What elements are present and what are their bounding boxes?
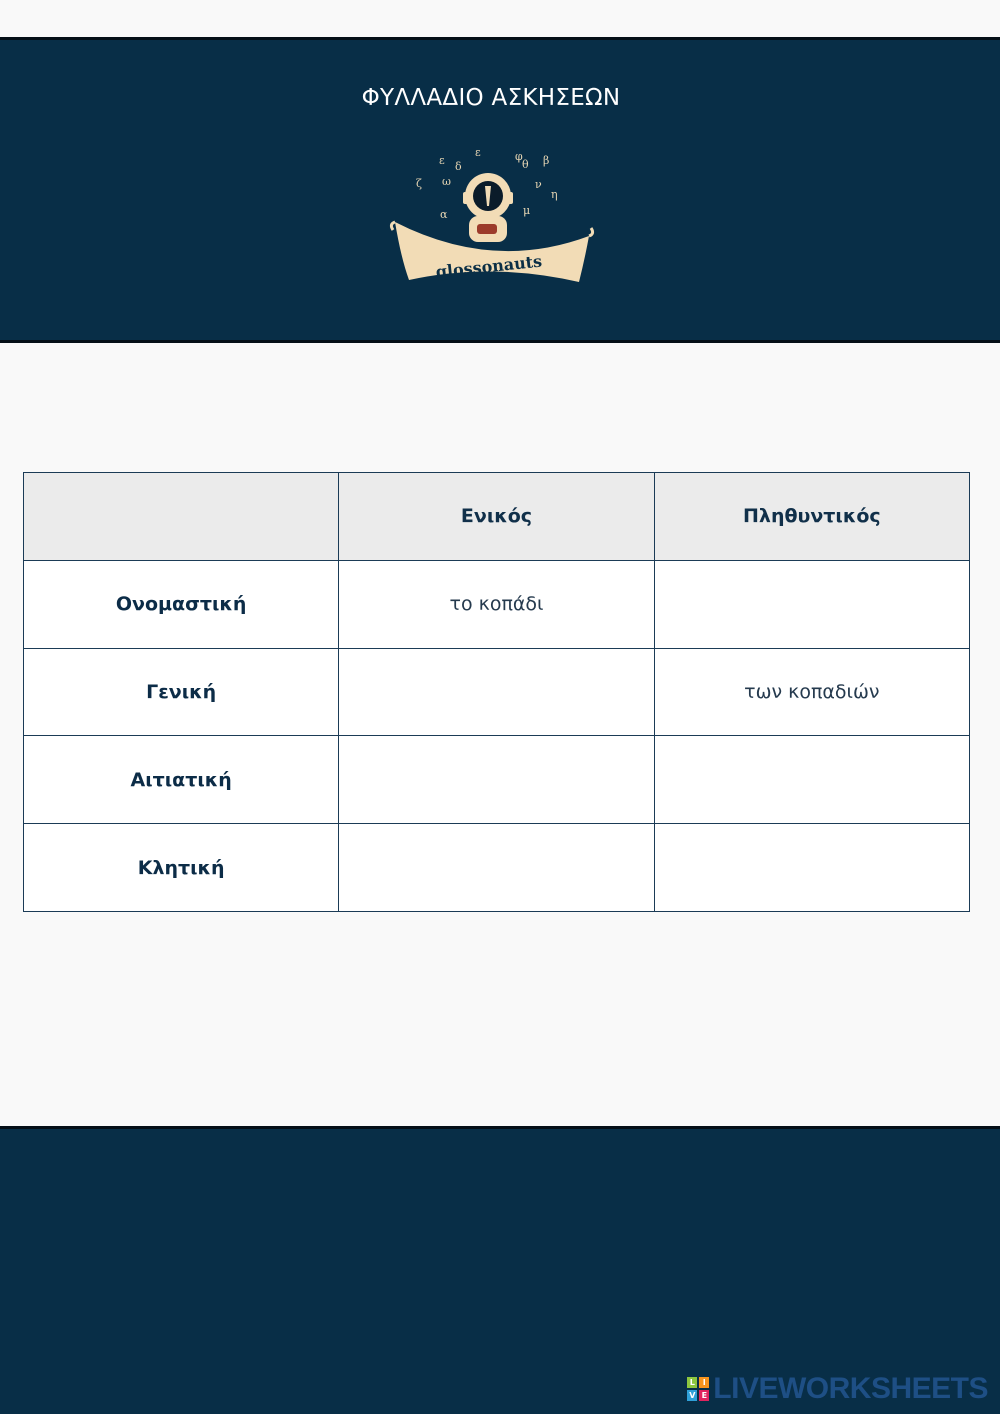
table-row (24, 560, 970, 648)
svg-text:β: β (543, 154, 550, 167)
svg-text:δ: δ (455, 160, 462, 173)
plural-answer-cell[interactable] (654, 560, 969, 648)
liveworksheets-icon (687, 1377, 709, 1401)
svg-text:θ: θ (522, 158, 529, 171)
liveworksheets-text: LIVEWORKSHEETS (713, 1372, 988, 1405)
table-row (24, 824, 970, 912)
singular-answer-cell[interactable] (339, 824, 654, 912)
svg-text:ν: ν (535, 178, 542, 191)
svg-text:α: α (440, 208, 448, 221)
svg-text:ζ: ζ (416, 177, 422, 190)
header-band (0, 37, 1000, 343)
table-header-row (24, 473, 970, 561)
worksheet-title: ΦΥΛΛΑΔΙΟ ΑΣΚΗΣΕΩΝ (361, 85, 621, 111)
singular-answer-cell[interactable] (339, 736, 654, 824)
svg-text:glossonauts: glossonauts (434, 251, 543, 282)
plural-cell: των κοπαδιών (654, 648, 969, 736)
table-row (24, 736, 970, 824)
liveworksheets-brand[interactable] (687, 1372, 988, 1406)
case-label: Γενική (24, 648, 339, 736)
glossonauts-logo (385, 140, 597, 290)
svg-text:ε: ε (475, 146, 481, 159)
header-cell-singular: Ενικός (339, 473, 654, 561)
icon-tile-i: I (699, 1377, 709, 1388)
case-label: Κλητική (24, 824, 339, 912)
plural-answer-cell[interactable] (654, 736, 969, 824)
icon-tile-l: L (687, 1377, 697, 1388)
case-label: Ονομαστική (24, 560, 339, 648)
singular-cell: το κοπάδι (339, 560, 654, 648)
case-label: Αιτιατική (24, 736, 339, 824)
header-cell-plural: Πληθυντικός (654, 473, 969, 561)
svg-text:μ: μ (523, 204, 531, 217)
table-row (24, 648, 970, 736)
singular-answer-cell[interactable] (339, 648, 654, 736)
footer-band (0, 1126, 1000, 1414)
svg-text:η: η (551, 188, 558, 201)
icon-tile-e: E (699, 1390, 709, 1401)
svg-text:φ: φ (515, 150, 523, 163)
svg-text:ω: ω (442, 175, 451, 188)
icon-tile-v: V (689, 1391, 696, 1400)
header-cell-empty (24, 473, 339, 561)
plural-answer-cell[interactable] (654, 824, 969, 912)
svg-text:ε: ε (439, 154, 445, 167)
declension-table (23, 472, 970, 912)
